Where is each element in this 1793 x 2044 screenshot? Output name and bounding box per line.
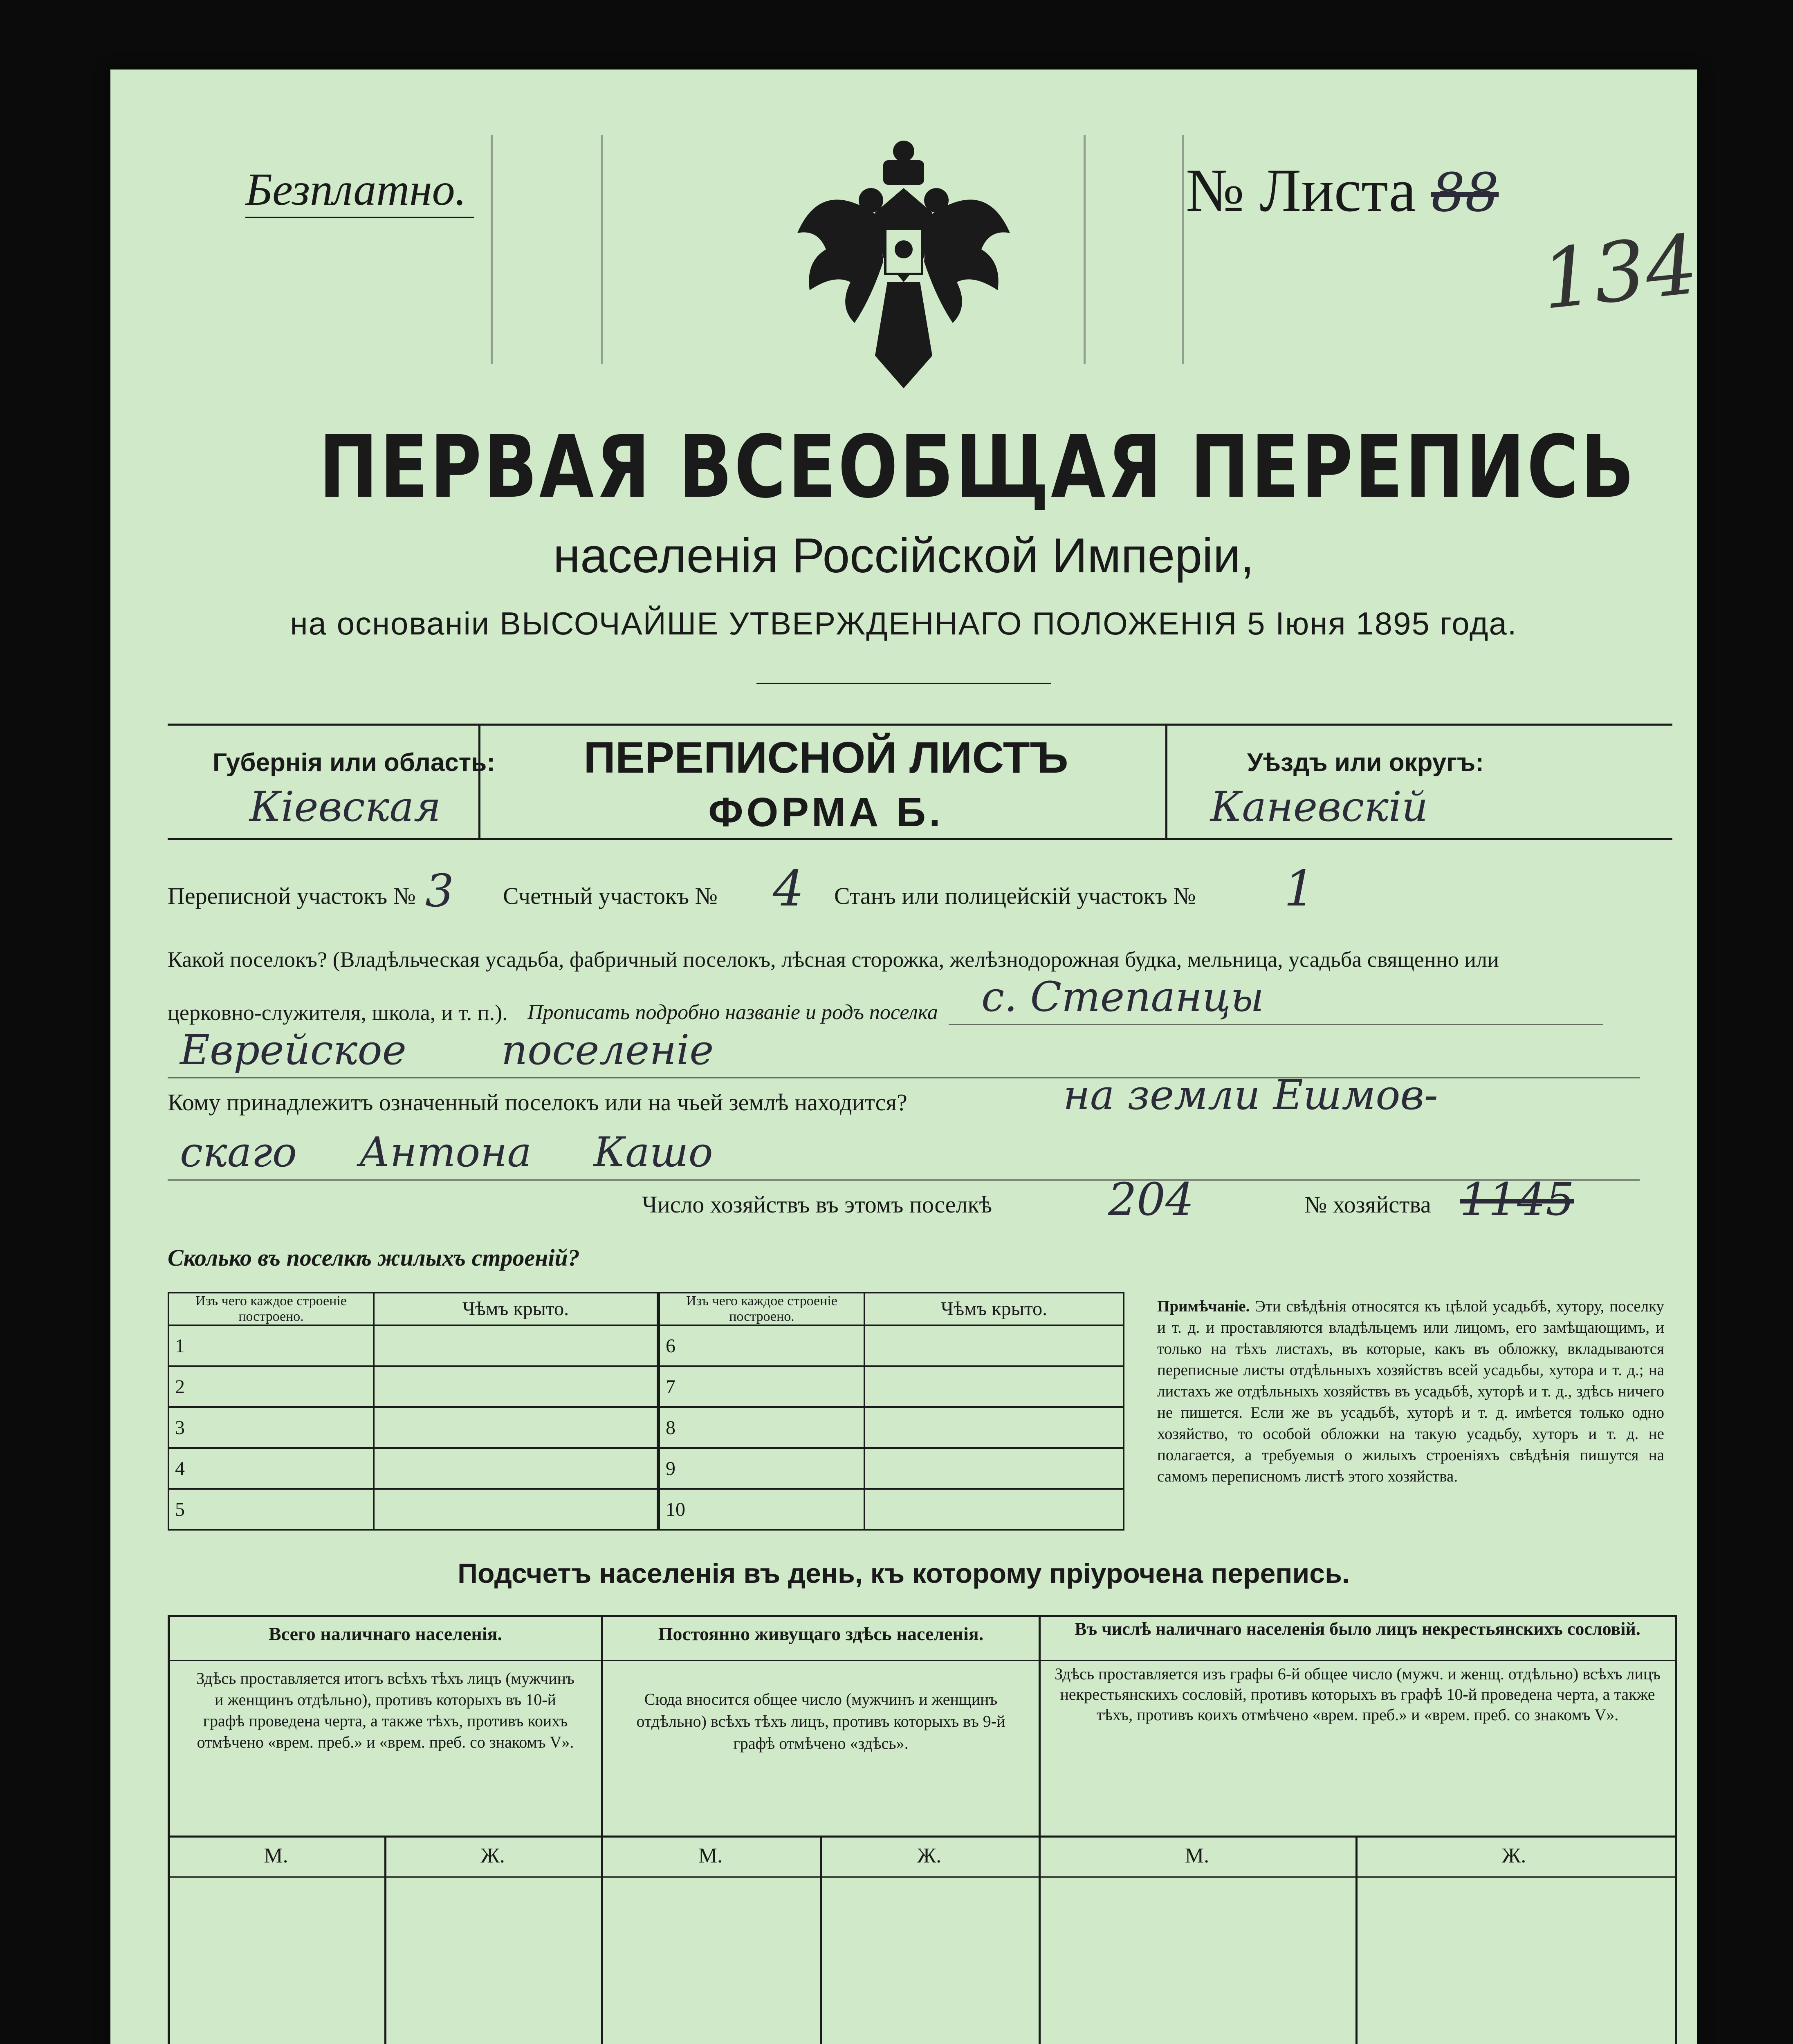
- pop-title-rule: [168, 1660, 1675, 1661]
- counting-district-value[interactable]: 4: [773, 861, 804, 917]
- roof-cell[interactable]: [864, 1366, 1124, 1407]
- form-divider-left: [478, 724, 480, 840]
- gubernia-value[interactable]: Кіевская: [249, 783, 441, 831]
- gubernia-label: Губернія или область:: [213, 749, 495, 777]
- uezd-label: Уѣздъ или округъ:: [1247, 749, 1484, 777]
- building-row[interactable]: 9: [659, 1448, 864, 1489]
- buildings-note: [1157, 1296, 1664, 1487]
- header-roof: Чѣмъ крыто.: [374, 1293, 658, 1325]
- owner-question: Кому принадлежитъ означенный поселокъ или на чьей землѣ находится?: [168, 1089, 907, 1116]
- sheet-number-value: 88: [1431, 161, 1499, 224]
- pop-col3-desc: Здѣсь проставляется изъ графы 6-й общее число (мужч. и женщ. отдѣльно) всѣхъ лицъ некрестьянскихъ сословій, противъ которыхъ въ графѣ 10-й проведена черта, а также тѣхъ, противъ коихъ отмѣчено «врем. преб.» и «врем. преб. со знакомъ V».: [1055, 1665, 1661, 1724]
- pop-col1-female: Ж.: [480, 1844, 505, 1867]
- owner-line: [168, 1179, 1640, 1181]
- faint-rule: [1182, 135, 1184, 364]
- population-title: Подсчетъ населенія въ день, къ которому пріурочена перепись.: [458, 1558, 1350, 1589]
- counting-district-label: Счетный участокъ №: [503, 883, 718, 909]
- buildings-question: Сколько въ поселкѣ жилыхъ строеній?: [168, 1244, 580, 1271]
- pop-col2-title: Постоянно живущаго здѣсь населенія.: [658, 1623, 984, 1644]
- header-material: Изъ чего каждое строеніе построено.: [168, 1293, 374, 1325]
- sheet-number-label: № Листа: [1186, 157, 1416, 224]
- form-name: ФОРМА Б.: [708, 789, 944, 835]
- buildings-table-left: [168, 1292, 658, 1531]
- roof-cell[interactable]: [864, 1325, 1124, 1366]
- settlement-instruction: Прописать подробно названіе и родъ поселка: [527, 1001, 938, 1024]
- pop-mf-bottom: [168, 1876, 1675, 1878]
- households-value[interactable]: 204: [1108, 1173, 1194, 1226]
- pop-col3-title: Въ числѣ наличнаго населенія было лицъ некрестьянскихъ сословій.: [1075, 1619, 1640, 1639]
- settlement-value-1[interactable]: с. Степанцы: [981, 973, 1264, 1021]
- roof-cell[interactable]: [864, 1407, 1124, 1448]
- form-bottom-rule: [168, 838, 1672, 840]
- header-roof: Чѣмъ крыто.: [864, 1293, 1124, 1325]
- roof-cell[interactable]: [864, 1489, 1124, 1530]
- census-district-value[interactable]: 3: [425, 865, 454, 917]
- roof-cell[interactable]: [374, 1489, 658, 1530]
- faint-rule: [491, 135, 493, 364]
- archive-number: 134: [1537, 217, 1702, 328]
- household-number-value[interactable]: 1145: [1460, 1173, 1574, 1226]
- pop-col2-desc: Сюда вносится общее число (мужчинъ и женщинъ отдѣльно) всѣхъ тѣхъ лицъ, противъ которыхъ въ 9-й графѣ отмѣчено «здѣсь».: [636, 1690, 1005, 1753]
- pop-col1-title: Всего наличнаго населенія.: [268, 1623, 503, 1644]
- header-material: Изъ чего каждое строеніе построено.: [659, 1293, 864, 1325]
- pop-mf-top: [168, 1836, 1675, 1838]
- building-row[interactable]: 4: [168, 1448, 374, 1489]
- form-divider-right: [1165, 724, 1167, 840]
- faint-rule: [1084, 135, 1086, 364]
- free-underline: [245, 217, 474, 218]
- households-label: Число хозяйствъ въ этомъ поселкѣ: [642, 1191, 992, 1218]
- building-row[interactable]: 2: [168, 1366, 374, 1407]
- pop-divider-1: [601, 1615, 603, 2044]
- roof-cell[interactable]: [374, 1407, 658, 1448]
- building-row[interactable]: 3: [168, 1407, 374, 1448]
- settlement-line-1: [949, 1024, 1603, 1025]
- census-district-label: Переписной участокъ №: [168, 883, 416, 909]
- page-title: ПЕРВАЯ ВСЕОБЩАЯ ПЕРЕПИСЬ: [319, 417, 1636, 517]
- legal-basis: на основаніи ВЫСОЧАЙШЕ УТВЕРЖДЕННАГО ПОЛОЖЕНІЯ 5 Іюня 1895 года.: [290, 605, 1517, 641]
- stan-value[interactable]: 1: [1284, 861, 1315, 917]
- building-row[interactable]: 6: [659, 1325, 864, 1366]
- roof-cell[interactable]: [374, 1448, 658, 1489]
- roof-cell[interactable]: [864, 1448, 1124, 1489]
- pop-divider-2: [1039, 1615, 1041, 2044]
- title-divider: [756, 683, 1051, 684]
- free-label: Безплатно.: [245, 164, 467, 215]
- note-text: Эти свѣдѣнія относятся къ цѣлой усадьбѣ, хутору, поселку и т. д. и проставляются владѣльцемъ или лицомъ, его замѣщающимъ, и только на тѣхъ листахъ, въ которые, какъ въ обложку, вкладываются переписные листы отдѣльныхъ хозяйствъ всей усадьбы, хутора и т. д.; на листахъ же отдѣльныхъ хозяйствъ въ усадьбѣ, хуторѣ и т. д., здѣсь ничего не пишется. Если же въ усадьбѣ, хуторѣ и т. д. имѣется только одно хозяйство, то особой обложки на такую усадьбу, хуторъ и т. д. не полагается, а требуемыя о жилыхъ строеніяхъ свѣдѣнія пишутся на самомъ переписномъ листѣ этого хозяйства.: [1157, 1298, 1665, 1485]
- settlement-value-2[interactable]: Еврейское поселеніе: [180, 1026, 714, 1074]
- sheet-title: ПЕРЕПИСНОЙ ЛИСТЪ: [583, 733, 1068, 782]
- owner-value-1[interactable]: на земли Ешмов-: [1063, 1071, 1438, 1119]
- census-sheet: [110, 69, 1702, 2044]
- building-row[interactable]: 10: [659, 1489, 864, 1530]
- pop-col2-female: Ж.: [917, 1844, 942, 1867]
- pop-col1-desc: Здѣсь проставляется итогъ всѣхъ тѣхъ лицъ (мужчинъ и женщинъ отдѣльно), противъ которыхъ въ 10-й графѣ проведена черта, а также тѣхъ, противъ коихъ отмѣчено «врем. преб.» и «врем. преб. со знакомъ V».: [196, 1669, 574, 1751]
- faint-rule: [601, 135, 603, 364]
- page-subtitle: населенія Россійской Имперіи,: [553, 528, 1254, 583]
- settlement-question-continued: церковно-служителя, школа, и т. п.).: [168, 1000, 508, 1025]
- buildings-table-right: [658, 1292, 1124, 1531]
- settlement-question: Какой поселокъ? (Владѣльческая усадьба, фабричный поселокъ, лѣсная сторожка, желѣзнодорожная будка, мельница, усадьба священно или: [168, 947, 1499, 972]
- imperial-eagle-emblem: [773, 127, 1035, 413]
- pop-col2-male: М.: [698, 1844, 723, 1867]
- pop-col1-male: М.: [264, 1844, 288, 1867]
- household-number-label: № хозяйства: [1304, 1191, 1431, 1218]
- uezd-value[interactable]: Каневскій: [1210, 783, 1428, 831]
- pop-col3-female: Ж.: [1501, 1844, 1526, 1867]
- owner-value-2[interactable]: скаго Антона Кашо: [180, 1128, 713, 1176]
- roof-cell[interactable]: [374, 1366, 658, 1407]
- stan-label: Станъ или полицейскій участокъ №: [834, 883, 1196, 909]
- building-row[interactable]: 5: [168, 1489, 374, 1530]
- building-row[interactable]: 7: [659, 1366, 864, 1407]
- note-lead: Примѣчаніе.: [1157, 1298, 1250, 1315]
- form-top-rule: [168, 724, 1672, 726]
- roof-cell[interactable]: [374, 1325, 658, 1366]
- building-row[interactable]: 8: [659, 1407, 864, 1448]
- pop-col3-male: М.: [1185, 1844, 1210, 1867]
- building-row[interactable]: 1: [168, 1325, 374, 1366]
